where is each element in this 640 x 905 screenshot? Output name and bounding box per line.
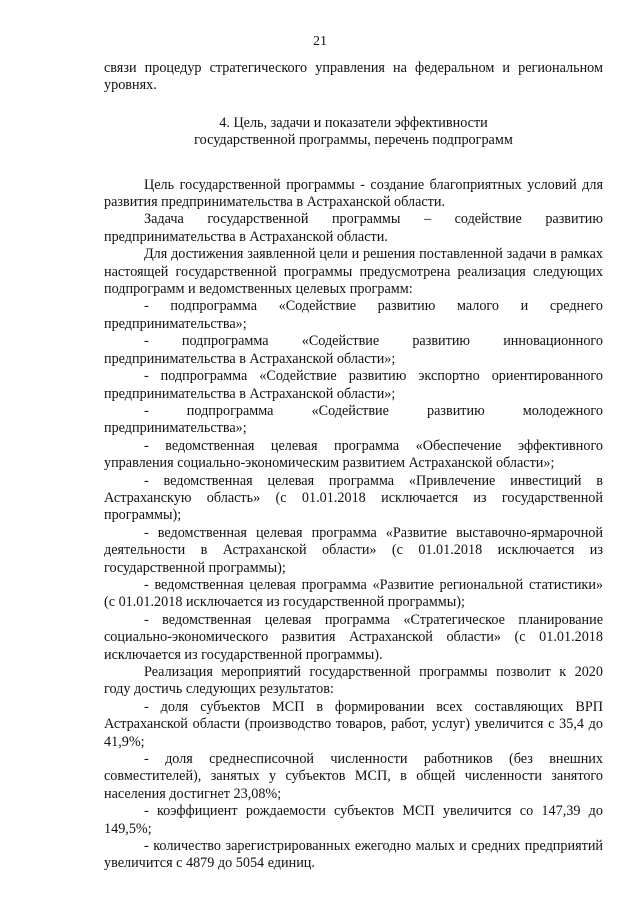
list-item-result-3: - коэффициент рождаемости субъектов МСП увеличится со 147,39 до 149,5%;	[104, 803, 603, 837]
list-item-subprogram-3: - подпрограмма «Содействие развитию экспортно ориентированного предпринимательства в Астраханской области»;	[104, 368, 603, 402]
continuation-paragraph: связи процедур стратегического управления на федеральном и региональном уровнях.	[104, 60, 603, 94]
page-number: 21	[313, 34, 327, 49]
list-item-result-1: - доля субъектов МСП в формировании всех составляющих ВРП Астраханской области (производство товаров, работ, услуг) увеличится с 35,4 до 41,9%;	[104, 698, 603, 750]
list-item-subprogram-4: - подпрограмма «Содействие развитию молодежного предпринимательства»;	[104, 402, 603, 437]
paragraph-task: Задача государственной программы – содействие развитию предпринимательства в Астраханской области.	[104, 211, 603, 245]
list-item-subprogram-1: - подпрограмма «Содействие развитию малого и среднего предпринимательства»;	[104, 298, 603, 332]
list-item-target-program-3: - ведомственная целевая программа «Развитие выставочно-ярмарочной деятельности в Астраханской области» (с 01.01.2018 исключается из государственной программы);	[104, 524, 603, 576]
list-item-result-2: - доля среднесписочной численности работников (без внешних совместителей), занятых у субъектов МСП, в общей численности занятого населения достигнет 23,08%;	[104, 751, 603, 802]
list-item-target-program-4: - ведомственная целевая программа «Развитие региональной статистики» (с 01.01.2018 исключается из государственной программы);	[104, 576, 603, 611]
list-item-target-program-1: - ведомственная целевая программа «Обеспечение эффективного управления социально-экономическим развитием Астраханской области»;	[104, 437, 603, 472]
paragraph-goal: Цель государственной программы - создание благоприятных условий для развития предпринимательства в Астраханской области.	[104, 176, 603, 211]
section-heading	[104, 115, 603, 150]
list-item-subprogram-2: - подпрограмма «Содействие развитию инновационного предпринимательства в Астраханской области»;	[104, 333, 603, 367]
list-item-target-program-2: - ведомственная целевая программа «Привлечение инвестиций в Астраханскую область» (с 01.01.2018 исключается из государственной программы);	[104, 472, 603, 524]
section-heading-line-2: государственной программы, перечень подпрограмм	[194, 132, 513, 149]
section-heading-line-1: 4. Цель, задачи и показатели эффективности	[219, 114, 488, 131]
paragraph-results-intro: Реализация мероприятий государственной программы позволит к 2020 году достичь следующих результатов:	[104, 664, 603, 698]
paragraph-intro-list: Для достижения заявленной цели и решения поставленной задачи в рамках настоящей государственной программы предусмотрена реализация следующих подпрограмм и ведомственных целевых программ:	[104, 246, 603, 298]
document-body	[104, 60, 603, 873]
list-item-target-program-5: - ведомственная целевая программа «Стратегическое планирование социально-экономического развития Астраханской области» (с 01.01.2018 исключается из государственной программы).	[104, 611, 603, 663]
list-item-result-4: - количество зарегистрированных ежегодно малых и средних предприятий увеличится с 4879 до 5054 единиц.	[104, 838, 603, 872]
